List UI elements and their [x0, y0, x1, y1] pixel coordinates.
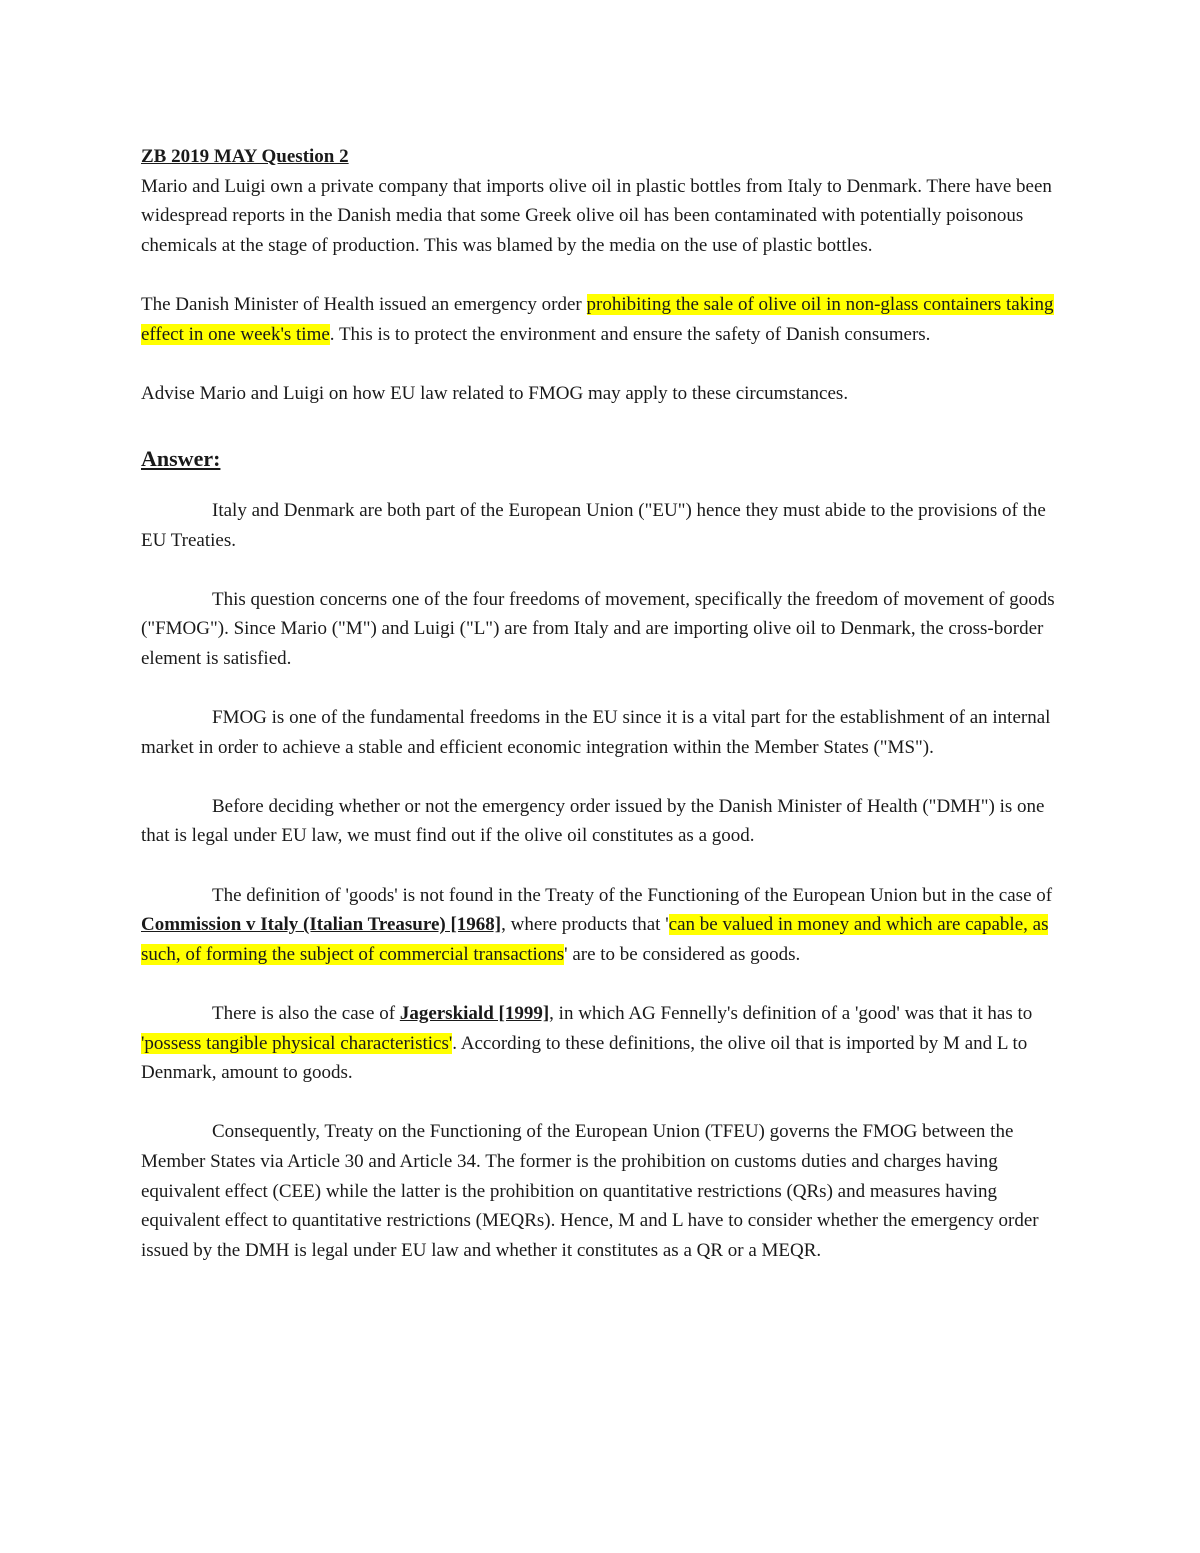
answer-heading: Answer:	[141, 445, 221, 471]
question-heading: ZB 2019 MAY Question 2	[141, 146, 349, 167]
case-citation: Commission v Italy (Italian Treasure) [1968]	[141, 914, 502, 936]
answer-paragraph-5	[141, 881, 1063, 970]
question-paragraph-1: Mario and Luigi own a private company that imports olive oil in plastic bottles from Italy to Denmark. There have been widespread reports in the Danish media that some Greek olive oil has been contaminated with potentially poisonous chemicals at the stage of production. This was blamed by the media on the use of plastic bottles.	[141, 175, 1052, 256]
text-run: ' are to be considered as goods.	[564, 943, 801, 965]
text-run: . According to these definitions, the olive oil that is imported by M and L to Denmark, amount to goods.	[141, 1032, 1028, 1084]
case-citation: Jagerskiald [1999]	[399, 1003, 550, 1025]
answer-paragraph-2: This question concerns one of the four freedoms of movement, specifically the freedom of movement of goods ("FMOG"). Since Mario ("M") and Luigi ("L") are from Italy and are importing olive oil to Denmark, the cross-border element is satisfied.	[141, 588, 1055, 669]
document-body	[141, 142, 1063, 1295]
text-run: , in which AG Fennelly's definition of a 'good' was that it has to	[549, 1003, 1033, 1025]
question-paragraph-3: Advise Mario and Luigi on how EU law related to FMOG may apply to these circumstances.	[141, 382, 849, 404]
text-run: The definition of 'goods' is not found in the Treaty of the Functioning of the European Union but in the case of	[212, 884, 1053, 906]
answer-paragraph-6	[141, 999, 1063, 1088]
highlighted-text: 'possess tangible physical characteristics'	[141, 1032, 453, 1054]
question-paragraph-2	[141, 290, 1063, 349]
text-run: There is also the case of	[212, 1003, 400, 1025]
answer-paragraph-7: Consequently, Treaty on the Functioning of the European Union (TFEU) governs the FMOG between the Member States via Article 30 and Article 34. The former is the prohibition on customs duties and charges having equivalent effect (CEE) while the latter is the prohibition on quantitative restrictions (QRs) and measures having equivalent effect to quantitative restrictions (MEQRs). Hence, M and L have to consider whether the emergency order issued by the DMH is legal under EU law and whether it constitutes as a QR or a MEQR.	[141, 1121, 1039, 1261]
answer-paragraph-4: Before deciding whether or not the emergency order issued by the Danish Minister of Health ("DMH") is one that is legal under EU law, we must find out if the olive oil constitutes as a good.	[141, 795, 1045, 847]
answer-paragraph-1: Italy and Denmark are both part of the European Union ("EU") hence they must abide to the provisions of the EU Treaties.	[141, 499, 1046, 551]
answer-paragraph-3: FMOG is one of the fundamental freedoms in the EU since it is a vital part for the establishment of an internal market in order to achieve a stable and efficient economic integration within the Member States ("MS").	[141, 707, 1051, 758]
highlighted-text: can be valued in money and which are capable, as such, of forming the subject of commercial transactions	[141, 914, 1049, 965]
highlighted-text: prohibiting the sale of olive oil in non-glass containers taking effect in one week's time	[141, 293, 1054, 345]
text-run: , where products that '	[501, 914, 669, 936]
text-run: The Danish Minister of Health issued an emergency order	[141, 293, 587, 315]
text-run: . This is to protect the environment and ensure the safety of Danish consumers.	[329, 323, 931, 345]
